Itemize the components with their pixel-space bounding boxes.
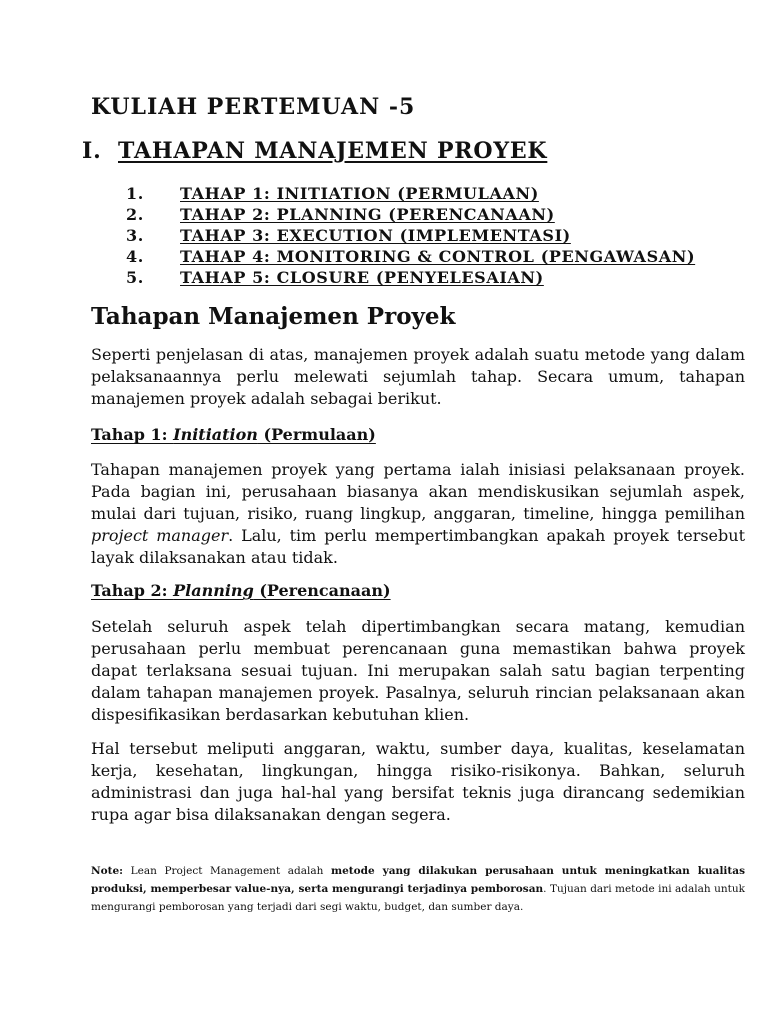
stage-list <box>126 183 695 288</box>
list-item <box>126 183 695 204</box>
stage1-text-term: project manager <box>91 526 229 545</box>
list-label: TAHAP 4: MONITORING & CONTROL (PENGAWASAN) <box>180 247 696 266</box>
list-item <box>126 267 695 288</box>
stage2-heading <box>91 581 391 600</box>
list-number: 2. <box>126 205 144 224</box>
stage2-term: Planning <box>173 581 254 600</box>
list-number: 4. <box>126 247 144 266</box>
stage1-term: Initiation <box>173 425 258 444</box>
note-text-b: . Tujuan dari metode ini adalah untuk mengurangi pemborosan yang terjadi dari segi waktu, budget, dan sumber daya. <box>91 883 745 913</box>
note-bold-text: metode yang dilakukan perusahaan untuk meningkatkan kualitas produksi, memperbesar value-nya, serta mengurangi terjadinya pemborosan <box>91 865 745 895</box>
section-heading <box>82 138 547 164</box>
stage2-suffix: (Perencanaan) <box>253 581 391 600</box>
stage1-text-a: Tahapan manajemen proyek yang pertama ialah inisiasi pelaksanaan proyek. Pada bagian ini, perusahaan biasanya akan mendiskusikan sejumlah aspek, mulai dari tujuan, risiko, ruang lingkup, anggaran, timeline, hingga pemilihan <box>91 460 745 523</box>
note-text-a: Lean Project Management adalah <box>123 865 332 877</box>
stage1-text-b: . Lalu, tim perlu mempertimbangkan apakah proyek tersebut layak dilaksanakan atau tidak. <box>91 526 745 567</box>
list-number: 3. <box>126 226 144 245</box>
stage1-paragraph <box>91 459 745 569</box>
stage2-prefix: Tahap 2: <box>91 581 174 600</box>
list-label: TAHAP 5: CLOSURE (PENYELESAIAN) <box>180 268 544 287</box>
stage2-paragraph-1: Setelah seluruh aspek telah dipertimbangkan secara matang, kemudian perusahaan perlu membuat perencanaan guna memastikan bahwa proyek dapat terlaksana sesuai tujuan. Ini merupakan salah satu bagian terpenting dalam tahapan manajemen proyek. Pasalnya, seluruh rincian pelaksanaan akan dispesifikasikan berdasarkan kebutuhan klien. <box>91 617 745 724</box>
list-label: TAHAP 2: PLANNING (PERENCANAAN) <box>180 205 555 224</box>
section-number: I. <box>82 138 102 164</box>
list-item <box>126 246 695 267</box>
list-item <box>126 204 695 225</box>
stage1-prefix: Tahap 1: <box>91 425 174 444</box>
stage2-paragraph-2: Hal tersebut meliputi anggaran, waktu, sumber daya, kualitas, keselamatan kerja, kesehatan, lingkungan, hingga risiko-risikonya. Bahkan, seluruh administrasi dan juga hal-hal yang bersifat teknis juga dirancang sedemikian rupa agar bisa dilaksanakan dengan segera. <box>91 739 745 824</box>
article-title: Tahapan Manajemen Proyek <box>91 303 456 330</box>
note-label: Note: <box>91 865 124 877</box>
list-label: TAHAP 3: EXECUTION (IMPLEMENTASI) <box>180 226 571 245</box>
lecture-title: KULIAH PERTEMUAN -5 <box>91 94 416 120</box>
note-paragraph <box>91 862 745 916</box>
list-number: 5. <box>126 268 144 287</box>
intro-paragraph: Seperti penjelasan di atas, manajemen proyek adalah suatu metode yang dalam pelaksanaannya perlu melewati sejumlah tahap. Secara umum, tahapan manajemen proyek adalah sebagai berikut. <box>91 345 745 408</box>
stage1-suffix: (Permulaan) <box>257 425 376 444</box>
list-label: TAHAP 1: INITIATION (PERMULAAN) <box>180 184 539 203</box>
list-item <box>126 225 695 246</box>
list-number: 1. <box>126 184 144 203</box>
section-title: TAHAPAN MANAJEMEN PROYEK <box>118 138 548 164</box>
stage1-heading <box>91 425 376 444</box>
